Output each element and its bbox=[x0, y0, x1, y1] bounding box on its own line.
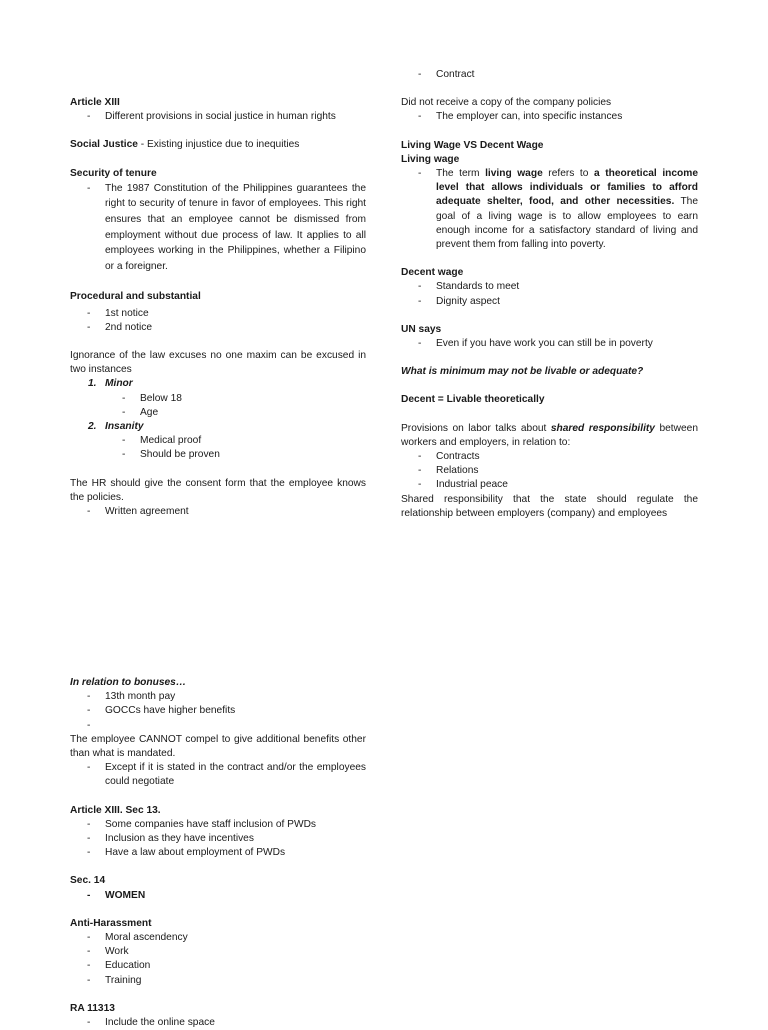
list-item: - GOCCs have higher benefits bbox=[70, 704, 366, 718]
social-justice-line bbox=[70, 138, 366, 152]
anti-harassment-heading: Anti-Harassment bbox=[70, 917, 152, 929]
item-number: 1. bbox=[88, 378, 97, 390]
sec13-heading: Article XIII. Sec 13. bbox=[70, 804, 161, 816]
provisions-text bbox=[401, 422, 698, 450]
text-run-bold-italic: shared responsibility bbox=[550, 422, 655, 434]
list-item: - Even if you have work you can still be in poverty bbox=[401, 337, 698, 351]
list-item: - Training bbox=[70, 974, 366, 988]
list-item: - Except if it is stated in the contract and/or the employees could negotiate bbox=[70, 761, 366, 789]
item-number: 2. bbox=[88, 421, 97, 432]
decent-livable: Decent = Livable theoretically bbox=[401, 394, 545, 406]
social-justice-label: Social Justice bbox=[70, 139, 138, 151]
list-item: - Age bbox=[70, 406, 366, 420]
item-label: Insanity bbox=[105, 421, 144, 432]
sec14-heading: Sec. 14 bbox=[70, 875, 106, 887]
left-column-bottom bbox=[70, 676, 366, 1030]
text-run-bold: living wage bbox=[485, 168, 543, 180]
list-item: - Contracts bbox=[401, 450, 698, 464]
text-run: refers to bbox=[542, 168, 594, 180]
ignorance-text: Ignorance of the law excuses no one maxim can be excused in two instances bbox=[70, 349, 366, 376]
living-vs-decent-heading: Living Wage VS Decent Wage bbox=[401, 139, 544, 151]
procedural-heading: Procedural and substantial bbox=[70, 291, 201, 303]
text-run: The term bbox=[436, 168, 486, 180]
text-run: between workers and employers, in relation to: bbox=[401, 422, 698, 448]
shared-responsibility-text: Shared responsibility that the state should regulate the relationship between employers (company) and employees bbox=[401, 493, 698, 519]
numbered-item bbox=[70, 420, 366, 434]
list-item: - Industrial peace bbox=[401, 478, 698, 492]
ra-11313-heading: RA 11313 bbox=[70, 1002, 115, 1014]
list-item: - 2nd notice bbox=[70, 321, 366, 335]
text-run: Provisions on labor talks about bbox=[401, 422, 551, 434]
list-item: - Contract bbox=[401, 68, 698, 82]
list-item: - Relations bbox=[401, 464, 698, 478]
list-item: - Education bbox=[70, 959, 366, 973]
list-item: - Below 18 bbox=[70, 392, 366, 406]
numbered-item bbox=[70, 377, 366, 391]
list-item: - WOMEN bbox=[70, 889, 366, 903]
social-justice-text: - Existing injustice due to inequities bbox=[137, 139, 300, 151]
security-text: - The 1987 Constitution of the Philippines guarantees the right to security of tenure in favor of employees. This right ensures that an employee cannot be dismissed from employment without due process of law. It applies to all employees working in the Philippines, whether a Filipino or a foreigner. bbox=[70, 181, 366, 275]
text-run-bold: a theoretical income level that allows individuals or families to afford adequate shelter, food, and other necessities. bbox=[436, 168, 698, 208]
list-item-empty bbox=[70, 719, 366, 733]
living-wage-heading: Living wage bbox=[401, 153, 460, 165]
living-wage-definition bbox=[401, 167, 698, 252]
security-heading: Security of tenure bbox=[70, 167, 157, 179]
item-label: Minor bbox=[105, 378, 133, 390]
list-item: - Different provisions in social justice in human rights bbox=[70, 110, 366, 124]
article-xiii-heading: Article XIII bbox=[70, 97, 120, 108]
list-item: - Medical proof bbox=[70, 434, 366, 448]
decent-wage-heading: Decent wage bbox=[401, 267, 464, 279]
list-item: - The employer can, into specific instances bbox=[401, 110, 698, 124]
text-run: The goal of a living wage is to allow employees to earn enough income for a satisfactory standard of living and prevent them from falling into poverty. bbox=[436, 196, 698, 251]
list-item: - 13th month pay bbox=[70, 690, 366, 704]
list-item: - Inclusion as they have incentives bbox=[70, 832, 366, 846]
list-item: - Have a law about employment of PWDs bbox=[70, 846, 366, 860]
list-item: - Should be proven bbox=[70, 448, 366, 462]
list-item: - Some companies have staff inclusion of PWDs bbox=[70, 818, 366, 832]
left-column-top bbox=[70, 96, 366, 519]
minimum-question: What is minimum may not be livable or adequate? bbox=[401, 366, 644, 378]
list-item: - Moral ascendency bbox=[70, 931, 366, 945]
right-column bbox=[401, 68, 698, 521]
list-item: - 1st notice bbox=[70, 307, 366, 321]
list-item: - Written agreement bbox=[70, 505, 366, 519]
list-item: - Dignity aspect bbox=[401, 295, 698, 309]
list-item: - Work bbox=[70, 945, 366, 959]
bonuses-heading: In relation to bonuses… bbox=[70, 677, 187, 688]
cannot-compel-text: The employee CANNOT compel to give additional benefits other than what is mandated. bbox=[70, 733, 366, 759]
un-says-heading: UN says bbox=[401, 323, 442, 335]
list-item: - Standards to meet bbox=[401, 280, 698, 294]
list-item: - Include the online space bbox=[70, 1016, 366, 1030]
policies-text: Did not receive a copy of the company policies bbox=[401, 97, 612, 109]
hr-text: The HR should give the consent form that the employee knows the policies. bbox=[70, 477, 366, 503]
